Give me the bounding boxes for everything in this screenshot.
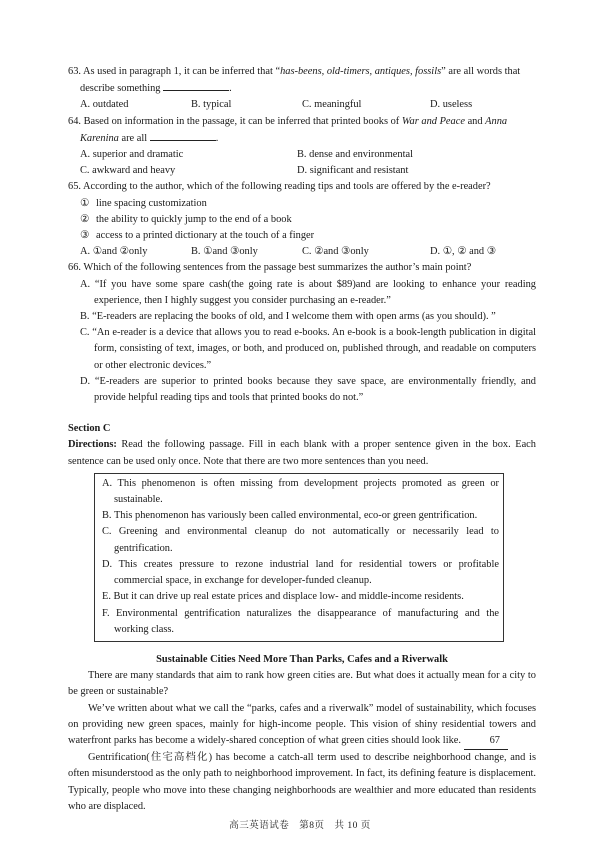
option-b: B. dense and environmental [297, 149, 413, 161]
option-b: B. “E-readers are replacing the books of old, and I welcome them with open arms (as you should). ” [80, 311, 496, 323]
question-63-options [68, 97, 536, 113]
option-b: B. typical [191, 99, 232, 111]
answer-blank [163, 80, 229, 91]
question-64-stem: 64. Based on information in the passage, it can be inferred that printed books of War and Peace and Anna Karenina are all . [68, 115, 508, 144]
sentence-box [94, 473, 504, 642]
box-option-e: E. But it can drive up real estate prices and displace low- and middle-income residents. [102, 591, 464, 603]
option-d: D. “E-readers are superior to printed books because they save space, are environmentally friendly, and provide helpful reading tips and tools that printed books do not.” [80, 375, 536, 404]
tip-1: ① line spacing customization [80, 197, 207, 209]
question-65-stem: 65. According to the author, which of the following reading tips and tools are offered by the e-reader? [68, 181, 491, 193]
page-footer: 高三英语试卷 第8页 共 10 页 [229, 821, 371, 831]
box-option-c: C. Greening and environmental cleanup do not automatically or necessarily lead to gentrification. [102, 526, 499, 554]
option-d: D. significant and resistant [297, 165, 409, 177]
question-64-options-row1 [68, 147, 536, 163]
box-option-f: F. Environmental gentrification naturalizes the disappearance of manufacturing and the working class. [102, 607, 499, 635]
box-option-a: A. This phenomenon is often missing from development projects promoted as green or sustainable. [102, 477, 499, 506]
tip-2: ② the ability to quickly jump to the end of a book [80, 213, 292, 225]
option-a: A. “If you have some spare cash(the going rate is about $89)and are looking to enhance your reading experience, then I highly suggest you consider purchasing an e-reader.” [80, 278, 536, 306]
question-65-options [68, 244, 536, 260]
option-d: D. useless [430, 99, 473, 111]
answer-blank [150, 130, 216, 141]
option-a: A. superior and dramatic [80, 149, 184, 161]
option-a: A. outdated [80, 99, 129, 111]
option-c: C. “An e-reader is a device that allows you to read e-books. An e-book is a book-length publication in digital form, consisting of text, images, or both, and produced on, published through, and readable on computers or other electronic devices.” [80, 327, 536, 371]
option-d: D. ①, ② and ③ [430, 246, 497, 258]
paragraph-1: There are many standards that aim to rank how green cities are. But what does it actually mean for a city to be green or sustainable? [68, 670, 536, 698]
tip-3: ③ access to a printed dictionary at the touch of a finger [80, 230, 315, 242]
question-66 [68, 260, 536, 406]
option-c: C. ②and ③only [302, 246, 369, 258]
option-b: B. ①and ③only [191, 246, 258, 258]
option-a: A. ①and ②only [80, 246, 148, 258]
option-c: C. meaningful [302, 99, 362, 111]
blank-67: 67 [464, 733, 508, 750]
section-title: Section C [68, 423, 111, 435]
question-64 [68, 114, 536, 180]
box-option-d: D. This creates pressure to rezone industrial land for residential towers or profitable commercial space, in exchange for developer-funded cleanup. [102, 558, 499, 587]
passage-title: Sustainable Cities Need More Than Parks, Cafes and a Riverwalk [156, 653, 448, 665]
paragraph-3: Gentrification(住宅高档化) has become a catch-all term used to describe neighborhood change, and is often misunderstood as the only path to neighborhood improvement. In fact, its defining feature is displacement. Typically, people who move into these changing neighborhoods are wealthier and more educated than residents who are displaced. [68, 752, 536, 812]
question-66-stem: 66. Which of the following sentences from the passage best summarizes the author’s main point? [68, 262, 472, 274]
question-63 [68, 64, 536, 114]
paragraph-2: We’ve written about what we call the “parks, cafes and a riverwalk” model of sustainability, which focuses on providing new green spaces, mainly for high-income people. This vision of shiny residential towers and waterfront parks has become a widely-shared conception of what green cities should look like. 67 [68, 701, 536, 751]
question-63-stem: 63. As used in paragraph 1, it can be inferred that “has-beens, old-timers, antiques, fossils” are all words that describe something . [68, 66, 521, 95]
box-option-b: B. This phenomenon has variously been called environmental, eco-or green gentrification. [102, 510, 478, 522]
question-65 [68, 179, 536, 260]
directions: Directions: Read the following passage. Fill in each blank with a proper sentence given in the box. Each sentence can be used only once. Note that there are two more sentences than you need. [68, 439, 536, 467]
option-c: C. awkward and heavy [80, 165, 176, 177]
question-64-options-row2 [68, 163, 536, 179]
